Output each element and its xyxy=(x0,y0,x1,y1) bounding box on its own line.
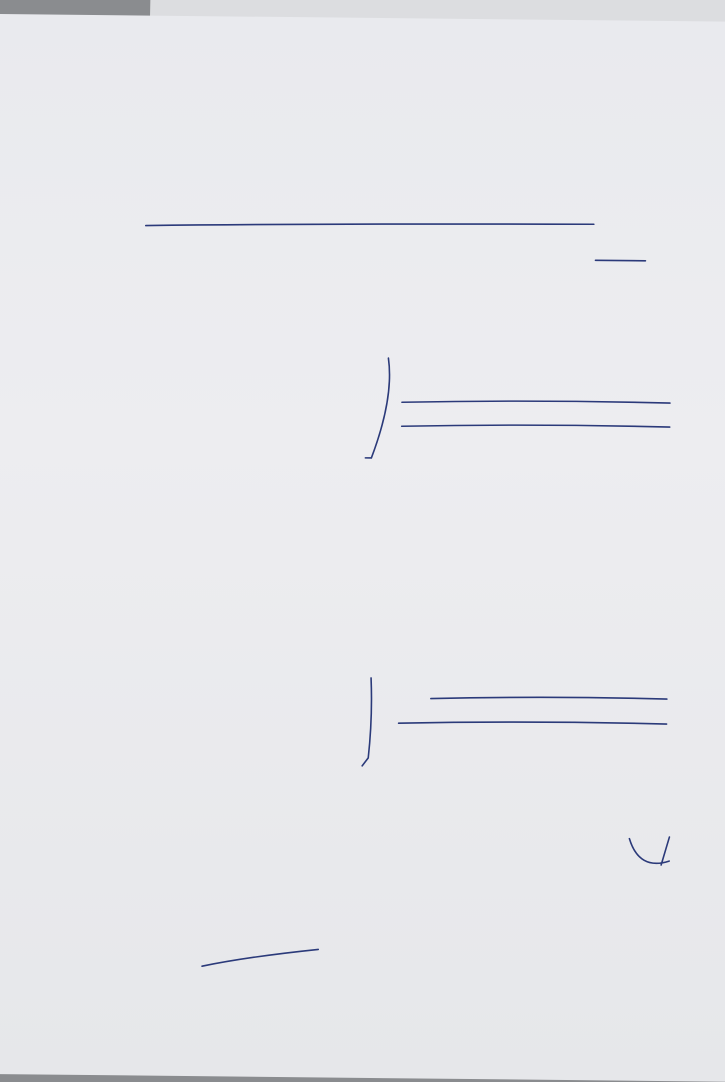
answer-a-underline-1 xyxy=(402,400,670,405)
subject-underline xyxy=(146,220,594,231)
pen-annotations xyxy=(0,14,723,1079)
sum-line xyxy=(202,948,318,967)
document-page xyxy=(0,14,725,1082)
answer-b-margin-bracket xyxy=(362,678,372,766)
answer-a-margin-bracket xyxy=(365,358,389,458)
signature-stroke xyxy=(629,837,669,865)
answer-b-underline-2 xyxy=(399,721,667,726)
answer-a-underline-2 xyxy=(402,424,670,429)
minister-underline xyxy=(595,260,645,261)
answer-b-underline-1 xyxy=(431,696,667,701)
